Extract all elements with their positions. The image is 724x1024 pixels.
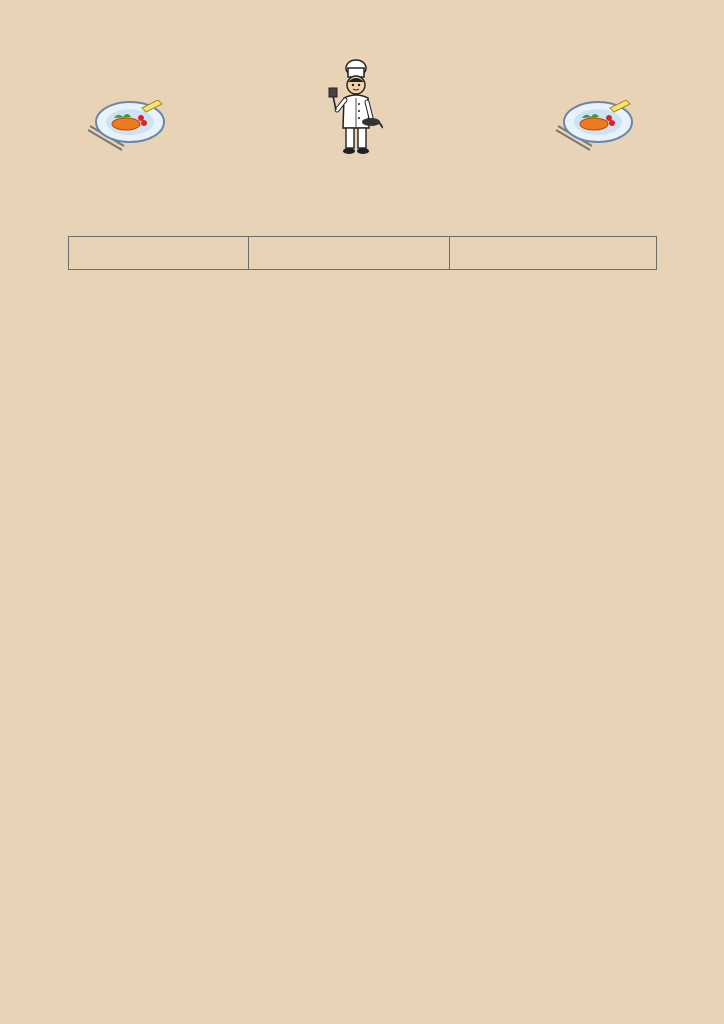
plate-illustration-left <box>86 100 170 156</box>
header-row <box>69 237 657 270</box>
corner-cell <box>69 237 249 270</box>
soir-header <box>450 237 657 270</box>
chef-illustration <box>327 58 383 158</box>
midi-header <box>249 237 450 270</box>
menu-table <box>68 236 657 270</box>
plate-illustration-right <box>554 100 638 156</box>
